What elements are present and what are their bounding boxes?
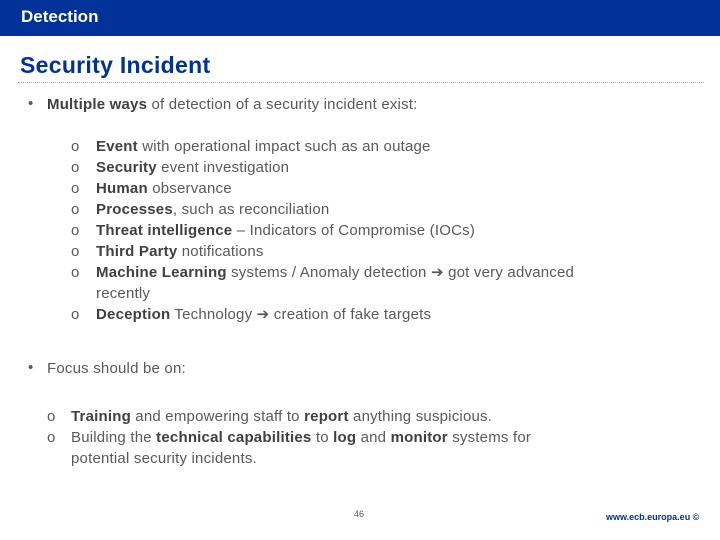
focus-text: systems for [447, 429, 532, 446]
title-divider [18, 82, 704, 83]
bullet-text: of detection of a security incident exist: [147, 96, 418, 113]
method-rest: , such as reconciliation [172, 201, 330, 218]
detection-method-text [96, 136, 431, 157]
method-bold: Machine Learning [96, 264, 227, 281]
method-bold: Human [96, 180, 148, 197]
header-bar [0, 0, 720, 36]
method-rest: Technology ➔ creation of fake targets [170, 306, 432, 323]
method-bold: Third Party [96, 243, 178, 260]
detection-method-text [96, 304, 431, 325]
method-rest: with operational impact such as an outage [137, 138, 431, 155]
detection-method-text [96, 157, 289, 178]
page-number: 46 [354, 509, 365, 519]
sub-bullet-marker: o [71, 180, 80, 197]
detection-method-text [96, 241, 264, 262]
bullet-marker: • [28, 95, 34, 112]
sub-bullet-marker: o [71, 201, 80, 218]
method-bold: Deception [96, 306, 171, 323]
method-bold: Event [96, 138, 138, 155]
focus-bold: Training [71, 408, 131, 425]
section-title: Detection [21, 7, 99, 26]
bullet-bold: Multiple ways [47, 96, 148, 113]
bullet-marker: • [28, 359, 34, 376]
sub-bullet-marker: o [71, 264, 80, 281]
method-continuation: recently [96, 285, 151, 302]
method-rest: systems / Anomaly detection ➔ got very advanced [226, 264, 575, 281]
focus-bold: monitor [390, 429, 448, 446]
focus-item-text [71, 406, 492, 427]
sub-bullet-marker: o [71, 243, 80, 260]
method-rest: – Indicators of Compromise (IOCs) [232, 222, 476, 239]
method-rest: event investigation [156, 159, 290, 176]
bullet-detection-ways [47, 95, 418, 115]
focus-item-text [71, 427, 531, 469]
method-rest: observance [147, 180, 232, 197]
sub-bullet-marker: o [71, 159, 80, 176]
method-rest: notifications [177, 243, 264, 260]
focus-text: and empowering staff to [130, 408, 305, 425]
focus-bold: technical capabilities [156, 429, 312, 446]
sub-bullet-marker: o [47, 429, 56, 446]
method-bold: Processes [96, 201, 173, 218]
focus-bold: log [333, 429, 357, 446]
detection-method-text [96, 178, 232, 199]
sub-bullet-marker: o [47, 408, 56, 425]
detection-method-text [96, 262, 574, 304]
focus-text: and [356, 429, 391, 446]
method-bold: Security [96, 159, 157, 176]
focus-continuation: potential security incidents. [71, 450, 257, 467]
focus-text: Building the [71, 429, 157, 446]
focus-text: to [311, 429, 334, 446]
method-bold: Threat intelligence [96, 222, 233, 239]
detection-method-text [96, 199, 329, 220]
detection-method-text [96, 220, 475, 241]
bullet-focus: Focus should be on: [47, 360, 186, 377]
focus-text: anything suspicious. [348, 408, 493, 425]
slide-title: Security Incident [20, 52, 211, 78]
focus-bold: report [304, 408, 349, 425]
footer-url: www.ecb.europa.eu © [606, 512, 700, 522]
sub-bullet-marker: o [71, 138, 80, 155]
sub-bullet-marker: o [71, 222, 80, 239]
sub-bullet-marker: o [71, 306, 80, 323]
